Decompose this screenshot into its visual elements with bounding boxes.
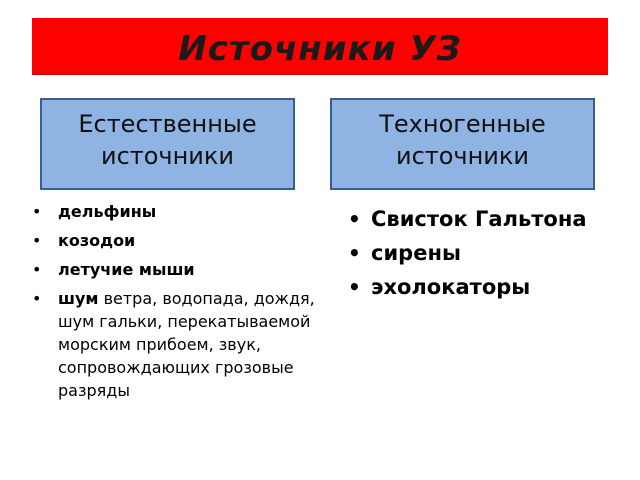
list-item: • эхолокаторы	[348, 273, 618, 301]
natural-sources-list	[32, 200, 322, 408]
item-bold-text: шум	[58, 289, 99, 308]
list-item	[32, 200, 322, 223]
natural-sources-header-label: Естественные источники	[78, 110, 257, 170]
technogenic-sources-header-label: Техногенные источники	[379, 110, 546, 170]
list-item	[32, 229, 322, 252]
item-bold-text: дельфины	[58, 202, 157, 221]
natural-sources-header	[40, 98, 295, 190]
list-item: • сирены	[348, 239, 618, 267]
item-bold-text: летучие мыши	[58, 260, 195, 279]
list-item	[32, 287, 322, 402]
title-bar	[32, 18, 608, 75]
item-text: ветра, водопада, дождя, шум гальки, перекатываемой морским прибоем, звук, сопровождающих грозовые разряды	[58, 289, 315, 400]
technogenic-sources-header	[330, 98, 595, 190]
slide-title: Источники УЗ	[178, 29, 462, 69]
list-item	[32, 258, 322, 281]
list-item: • Свисток Гальтона	[348, 205, 618, 233]
item-bold-text: козодои	[58, 231, 136, 250]
technogenic-sources-list	[348, 205, 618, 307]
